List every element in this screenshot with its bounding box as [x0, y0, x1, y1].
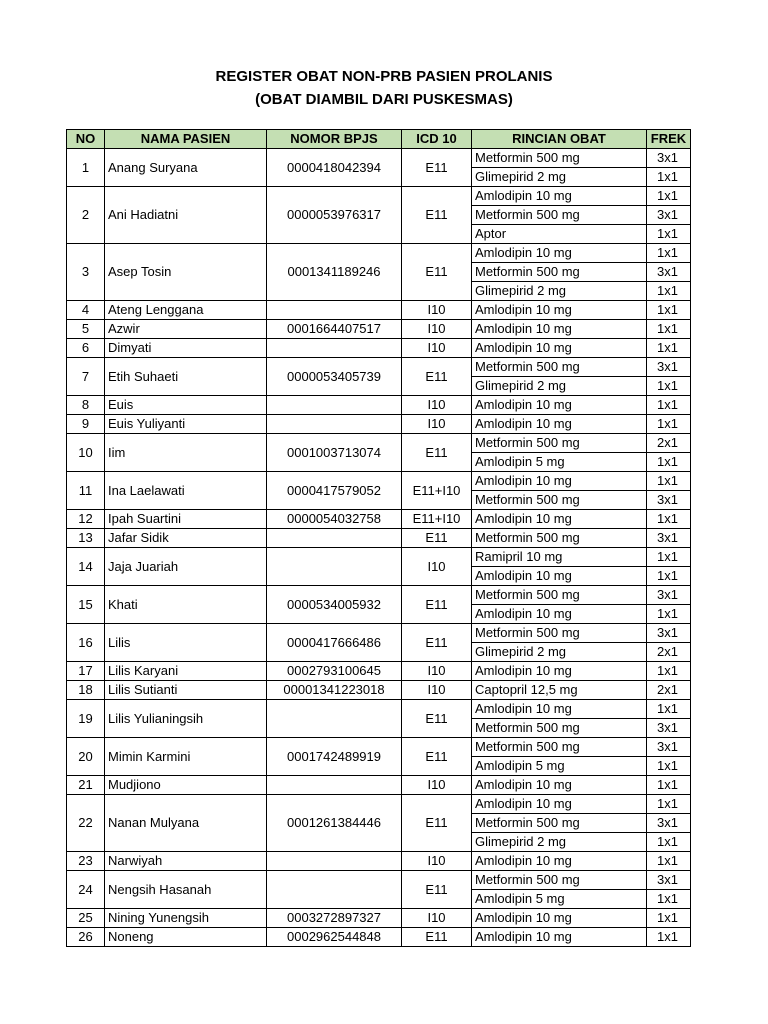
drug-detail: Metformin 500 mg: [472, 586, 647, 605]
bpjs-number: 00001341223018: [267, 681, 402, 700]
bpjs-number: 0003272897327: [267, 909, 402, 928]
row-number: 20: [67, 738, 105, 776]
drug-detail: Metformin 500 mg: [472, 719, 647, 738]
drug-detail: Amlodipin 10 mg: [472, 244, 647, 263]
drug-detail: Metformin 500 mg: [472, 529, 647, 548]
drug-frequency: 1x1: [647, 510, 691, 529]
bpjs-number: 0001742489919: [267, 738, 402, 776]
drug-detail: Glimepirid 2 mg: [472, 282, 647, 301]
patient-name: Lilis Yulianingsih: [105, 700, 267, 738]
drug-detail: Amlodipin 10 mg: [472, 700, 647, 719]
icd-code: I10: [402, 548, 472, 586]
table-row: [67, 852, 691, 871]
patient-name: Ina Laelawati: [105, 472, 267, 510]
row-number: 7: [67, 358, 105, 396]
bpjs-number: [267, 339, 402, 358]
table-row: [67, 681, 691, 700]
drug-detail: Amlodipin 10 mg: [472, 795, 647, 814]
bpjs-number: [267, 852, 402, 871]
bpjs-number: [267, 548, 402, 586]
icd-code: E11: [402, 928, 472, 947]
drug-detail: Amlodipin 10 mg: [472, 320, 647, 339]
row-number: 9: [67, 415, 105, 434]
patient-name: Euis Yuliyanti: [105, 415, 267, 434]
table-row: [67, 434, 691, 453]
icd-code: E11: [402, 149, 472, 187]
patient-name: Azwir: [105, 320, 267, 339]
drug-frequency: 1x1: [647, 244, 691, 263]
drug-frequency: 1x1: [647, 377, 691, 396]
drug-detail: Glimepirid 2 mg: [472, 377, 647, 396]
drug-frequency: 1x1: [647, 833, 691, 852]
row-number: 26: [67, 928, 105, 947]
patient-name: Nanan Mulyana: [105, 795, 267, 852]
table-row: [67, 909, 691, 928]
drug-detail: Metformin 500 mg: [472, 871, 647, 890]
drug-frequency: 1x1: [647, 320, 691, 339]
patient-name: Ipah Suartini: [105, 510, 267, 529]
patient-name: Noneng: [105, 928, 267, 947]
drug-detail: Amlodipin 10 mg: [472, 605, 647, 624]
patient-name: Lilis Sutianti: [105, 681, 267, 700]
table-row: [67, 510, 691, 529]
drug-frequency: 2x1: [647, 643, 691, 662]
drug-frequency: 3x1: [647, 263, 691, 282]
drug-frequency: 2x1: [647, 434, 691, 453]
patient-name: Euis: [105, 396, 267, 415]
row-number: 23: [67, 852, 105, 871]
column-header-no: NO: [67, 130, 105, 149]
table-row: [67, 149, 691, 168]
drug-frequency: 1x1: [647, 225, 691, 244]
row-number: 18: [67, 681, 105, 700]
row-number: 24: [67, 871, 105, 909]
drug-frequency: 3x1: [647, 358, 691, 377]
patient-name: Jaja Juariah: [105, 548, 267, 586]
table-row: [67, 624, 691, 643]
column-header-bpjs: NOMOR BPJS: [267, 130, 402, 149]
drug-frequency: 3x1: [647, 624, 691, 643]
drug-frequency: 3x1: [647, 738, 691, 757]
patient-name: Ateng Lenggana: [105, 301, 267, 320]
row-number: 25: [67, 909, 105, 928]
drug-frequency: 1x1: [647, 776, 691, 795]
table-header-row: [67, 130, 691, 149]
bpjs-number: 0000417666486: [267, 624, 402, 662]
icd-code: E11: [402, 738, 472, 776]
row-number: 10: [67, 434, 105, 472]
icd-code: I10: [402, 662, 472, 681]
drug-frequency: 3x1: [647, 491, 691, 510]
drug-detail: Amlodipin 10 mg: [472, 567, 647, 586]
drug-detail: Metformin 500 mg: [472, 814, 647, 833]
bpjs-number: 0002793100645: [267, 662, 402, 681]
row-number: 2: [67, 187, 105, 244]
drug-detail: Metformin 500 mg: [472, 624, 647, 643]
bpjs-number: 0000534005932: [267, 586, 402, 624]
bpjs-number: 0000054032758: [267, 510, 402, 529]
drug-detail: Amlodipin 10 mg: [472, 510, 647, 529]
table-row: [67, 415, 691, 434]
patient-name: Anang Suryana: [105, 149, 267, 187]
row-number: 12: [67, 510, 105, 529]
drug-frequency: 1x1: [647, 472, 691, 491]
bpjs-number: 0002962544848: [267, 928, 402, 947]
patient-name: Jafar Sidik: [105, 529, 267, 548]
drug-frequency: 2x1: [647, 681, 691, 700]
table-row: [67, 700, 691, 719]
patient-name: Iim: [105, 434, 267, 472]
table-row: [67, 472, 691, 491]
icd-code: I10: [402, 776, 472, 795]
drug-frequency: 3x1: [647, 814, 691, 833]
patient-name: Khati: [105, 586, 267, 624]
patient-name: Asep Tosin: [105, 244, 267, 301]
column-header-name: NAMA PASIEN: [105, 130, 267, 149]
drug-detail: Amlodipin 5 mg: [472, 757, 647, 776]
drug-frequency: 1x1: [647, 605, 691, 624]
table-row: [67, 586, 691, 605]
bpjs-number: 0000053405739: [267, 358, 402, 396]
table-row: [67, 301, 691, 320]
drug-frequency: 1x1: [647, 187, 691, 206]
icd-code: E11: [402, 434, 472, 472]
bpjs-number: [267, 396, 402, 415]
drug-detail: Amlodipin 10 mg: [472, 928, 647, 947]
drug-frequency: 3x1: [647, 206, 691, 225]
drug-detail: Glimepirid 2 mg: [472, 833, 647, 852]
icd-code: I10: [402, 909, 472, 928]
drug-detail: Amlodipin 5 mg: [472, 890, 647, 909]
drug-frequency: 1x1: [647, 567, 691, 586]
drug-detail: Metformin 500 mg: [472, 491, 647, 510]
patient-name: Mimin Karmini: [105, 738, 267, 776]
drug-detail: Amlodipin 10 mg: [472, 301, 647, 320]
drug-frequency: 1x1: [647, 301, 691, 320]
drug-detail: Amlodipin 10 mg: [472, 909, 647, 928]
drug-frequency: 1x1: [647, 852, 691, 871]
row-number: 5: [67, 320, 105, 339]
icd-code: I10: [402, 415, 472, 434]
bpjs-number: [267, 301, 402, 320]
row-number: 4: [67, 301, 105, 320]
document-title: REGISTER OBAT NON-PRB PASIEN PROLANIS: [215, 68, 553, 85]
drug-detail: Metformin 500 mg: [472, 358, 647, 377]
bpjs-number: 0000417579052: [267, 472, 402, 510]
icd-code: E11: [402, 624, 472, 662]
drug-frequency: 3x1: [647, 719, 691, 738]
drug-detail: Amlodipin 10 mg: [472, 852, 647, 871]
drug-detail: Metformin 500 mg: [472, 738, 647, 757]
drug-detail: Amlodipin 5 mg: [472, 453, 647, 472]
patient-name: Mudjiono: [105, 776, 267, 795]
drug-frequency: 3x1: [647, 586, 691, 605]
icd-code: E11: [402, 795, 472, 852]
drug-detail: Captopril 12,5 mg: [472, 681, 647, 700]
drug-frequency: 1x1: [647, 168, 691, 187]
table-row: [67, 187, 691, 206]
icd-code: E11: [402, 187, 472, 244]
bpjs-number: [267, 776, 402, 795]
register-table-container: [66, 129, 691, 954]
icd-code: I10: [402, 396, 472, 415]
drug-detail: Glimepirid 2 mg: [472, 168, 647, 187]
icd-code: I10: [402, 320, 472, 339]
drug-frequency: 3x1: [647, 529, 691, 548]
patient-name: Dimyati: [105, 339, 267, 358]
column-header-freq: FREK: [647, 130, 691, 149]
row-number: 11: [67, 472, 105, 510]
icd-code: E11: [402, 529, 472, 548]
icd-code: E11: [402, 244, 472, 301]
table-row: [67, 871, 691, 890]
bpjs-number: [267, 415, 402, 434]
icd-code: I10: [402, 681, 472, 700]
icd-code: E11: [402, 700, 472, 738]
drug-frequency: 1x1: [647, 282, 691, 301]
drug-frequency: 3x1: [647, 871, 691, 890]
bpjs-number: 0001341189246: [267, 244, 402, 301]
icd-code: E11+I10: [402, 472, 472, 510]
icd-code: I10: [402, 301, 472, 320]
icd-code: I10: [402, 339, 472, 358]
drug-frequency: 1x1: [647, 757, 691, 776]
row-number: 3: [67, 244, 105, 301]
drug-frequency: 1x1: [647, 928, 691, 947]
register-table: [66, 129, 691, 947]
icd-code: E11: [402, 586, 472, 624]
drug-frequency: 3x1: [647, 149, 691, 168]
table-row: [67, 396, 691, 415]
drug-detail: Amlodipin 10 mg: [472, 776, 647, 795]
icd-code: E11+I10: [402, 510, 472, 529]
table-row: [67, 358, 691, 377]
drug-frequency: 1x1: [647, 909, 691, 928]
bpjs-number: [267, 529, 402, 548]
drug-detail: Amlodipin 10 mg: [472, 472, 647, 491]
patient-name: Narwiyah: [105, 852, 267, 871]
row-number: 6: [67, 339, 105, 358]
drug-detail: Aptor: [472, 225, 647, 244]
row-number: 22: [67, 795, 105, 852]
icd-code: E11: [402, 358, 472, 396]
table-row: [67, 320, 691, 339]
table-row: [67, 529, 691, 548]
column-header-drug: RINCIAN OBAT: [472, 130, 647, 149]
row-number: 1: [67, 149, 105, 187]
bpjs-number: 0000418042394: [267, 149, 402, 187]
bpjs-number: 0000053976317: [267, 187, 402, 244]
row-number: 19: [67, 700, 105, 738]
patient-name: Lilis Karyani: [105, 662, 267, 681]
drug-detail: Ramipril 10 mg: [472, 548, 647, 567]
bpjs-number: 0001664407517: [267, 320, 402, 339]
bpjs-number: [267, 871, 402, 909]
drug-frequency: 1x1: [647, 415, 691, 434]
bpjs-number: [267, 700, 402, 738]
row-number: 16: [67, 624, 105, 662]
drug-frequency: 1x1: [647, 890, 691, 909]
drug-frequency: 1x1: [647, 339, 691, 358]
row-number: 8: [67, 396, 105, 415]
row-number: 13: [67, 529, 105, 548]
icd-code: I10: [402, 852, 472, 871]
drug-detail: Amlodipin 10 mg: [472, 415, 647, 434]
drug-detail: Metformin 500 mg: [472, 263, 647, 282]
drug-detail: Amlodipin 10 mg: [472, 662, 647, 681]
table-row: [67, 776, 691, 795]
row-number: 14: [67, 548, 105, 586]
drug-frequency: 1x1: [647, 700, 691, 719]
document-subtitle: (OBAT DIAMBIL DARI PUSKESMAS): [255, 91, 513, 108]
column-header-icd: ICD 10: [402, 130, 472, 149]
patient-name: Etih Suhaeti: [105, 358, 267, 396]
row-number: 21: [67, 776, 105, 795]
drug-detail: Metformin 500 mg: [472, 206, 647, 225]
table-row: [67, 738, 691, 757]
patient-name: Nengsih Hasanah: [105, 871, 267, 909]
icd-code: E11: [402, 871, 472, 909]
table-row: [67, 928, 691, 947]
drug-frequency: 1x1: [647, 548, 691, 567]
drug-frequency: 1x1: [647, 795, 691, 814]
table-row: [67, 548, 691, 567]
drug-frequency: 1x1: [647, 662, 691, 681]
bpjs-number: 0001003713074: [267, 434, 402, 472]
drug-detail: Amlodipin 10 mg: [472, 187, 647, 206]
table-row: [67, 795, 691, 814]
patient-name: Nining Yunengsih: [105, 909, 267, 928]
drug-frequency: 1x1: [647, 396, 691, 415]
table-row: [67, 244, 691, 263]
drug-detail: Amlodipin 10 mg: [472, 339, 647, 358]
patient-name: Lilis: [105, 624, 267, 662]
drug-detail: Metformin 500 mg: [472, 434, 647, 453]
drug-detail: Glimepirid 2 mg: [472, 643, 647, 662]
drug-frequency: 1x1: [647, 453, 691, 472]
row-number: 15: [67, 586, 105, 624]
table-row: [67, 339, 691, 358]
drug-detail: Amlodipin 10 mg: [472, 396, 647, 415]
table-row: [67, 662, 691, 681]
bpjs-number: 0001261384446: [267, 795, 402, 852]
drug-detail: Metformin 500 mg: [472, 149, 647, 168]
row-number: 17: [67, 662, 105, 681]
patient-name: Ani Hadiatni: [105, 187, 267, 244]
